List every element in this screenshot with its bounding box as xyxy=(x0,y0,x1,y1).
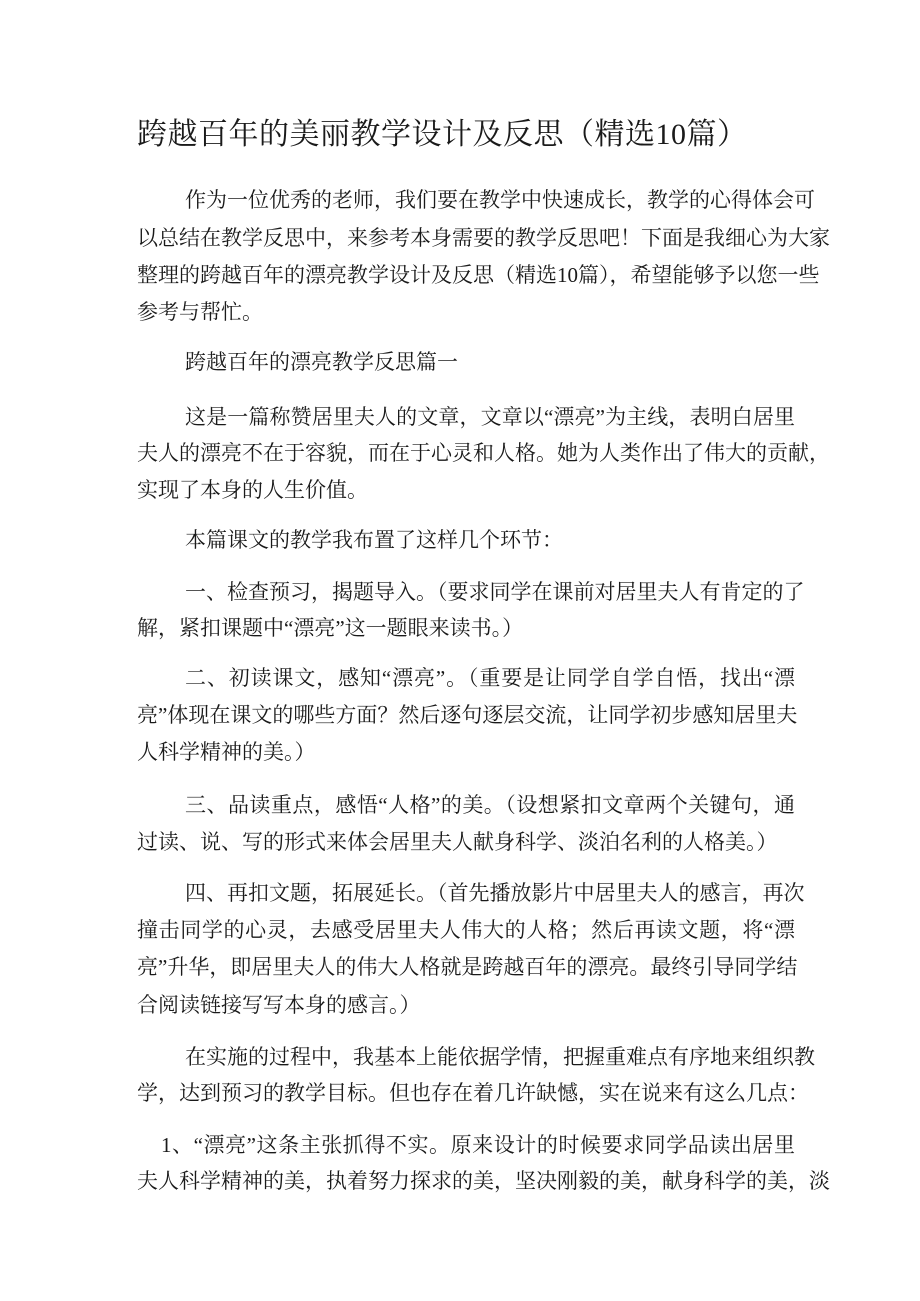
paragraph-line: 以总结在教学反思中，来参考本身需要的教学反思吧！下面是我细心为大家 xyxy=(137,226,830,250)
paragraph-line: 亮”体现在课文的哪些方面？然后逐句逐层交流，让同学初步感知居里夫 xyxy=(137,703,798,727)
paragraph-line: 过读、说、写的形式来体会居里夫人献身科学、淡泊名利的人格美。） xyxy=(137,830,778,854)
section-heading-line: 跨越百年的漂亮教学反思篇一 xyxy=(185,350,458,374)
paragraph-line: 一、检查预习，揭题导入。（要求同学在课前对居里夫人有肯定的了 xyxy=(185,580,805,604)
paragraph-line: 参考与帮忙。 xyxy=(137,300,263,324)
paragraph-line: 这是一篇称赞居里夫人的文章，文章以“漂亮”为主线，表明白居里 xyxy=(185,405,795,429)
paragraph-line: 二、初读课文，感知“漂亮”。（重要是让同学自学自悟，找出“漂 xyxy=(185,666,795,690)
paragraph-line: 三、品读重点，感悟“人格”的美。（设想紧扣文章两个关键句，通 xyxy=(185,793,795,817)
paragraph-line: 合阅读链接写写本身的感言。） xyxy=(137,993,421,1017)
paragraph-line: 夫人的漂亮不在于容貌，而在于心灵和人格。她为人类作出了伟大的贡献， xyxy=(137,441,830,465)
paragraph-line: 1、“漂亮”这条主张抓得不实。原来设计的时候要求同学品读出居里 xyxy=(161,1133,795,1157)
paragraph-line: 人科学精神的美。） xyxy=(137,740,316,764)
paragraph-line: 夫人科学精神的美，执着努力探求的美，坚决刚毅的美，献身科学的美，淡 xyxy=(137,1169,830,1193)
document-title: 跨越百年的美丽教学设计及反思（精选10篇） xyxy=(137,118,748,151)
paragraph-line: 亮”升华，即居里夫人的伟大人格就是跨越百年的漂亮。最终引导同学结 xyxy=(137,955,798,979)
paragraph-line: 撞击同学的心灵，去感受居里夫人伟大的人格；然后再读文题，将“漂 xyxy=(137,918,795,942)
paragraph-line: 学，达到预习的教学目标。但也存在着几许缺憾，实在说来有这么几点： xyxy=(137,1081,809,1105)
paragraph-line: 四、再扣文题，拓展延长。（首先播放影片中居里夫人的感言，再次 xyxy=(185,881,805,905)
paragraph-line: 在实施的过程中，我基本上能依据学情，把握重难点有序地来组织教 xyxy=(185,1045,815,1069)
paragraph-line: 解，紧扣课题中“漂亮”这一题眼来读书。） xyxy=(137,616,524,640)
paragraph-line: 整理的跨越百年的漂亮教学设计及反思（精选10篇），希望能够予以您一些 xyxy=(137,263,820,287)
paragraph-line: 作为一位优秀的老师，我们要在教学中快速成长，教学的心得体会可 xyxy=(185,188,815,212)
paragraph-line: 实现了本身的人生价值。 xyxy=(137,478,368,502)
paragraph-line: 本篇课文的教学我布置了这样几个环节： xyxy=(185,528,563,552)
